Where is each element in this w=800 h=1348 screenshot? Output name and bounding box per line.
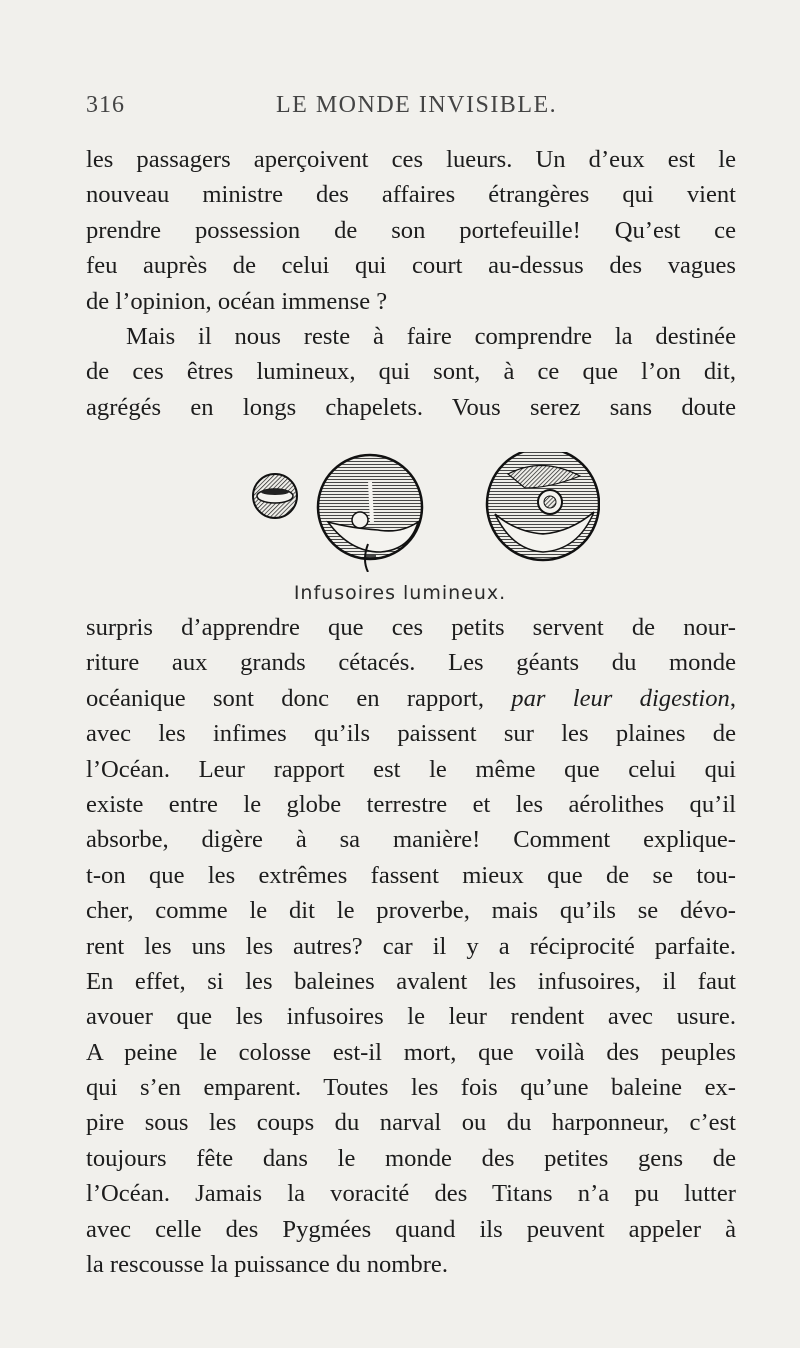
text-segment: , (729, 684, 736, 712)
paragraph-1 (86, 142, 736, 425)
text-line: l’Océan. Leur rapport est le même que celui qui (86, 755, 736, 783)
text-line: prendre possession de son portefeuille! Qu’est ce (86, 216, 736, 244)
text-line: existe entre le globe terrestre et les aérolithes qu’il (86, 790, 736, 818)
running-title: LE MONDE INVISIBLE. (276, 92, 558, 118)
text-line (86, 681, 736, 716)
text-line: la rescousse la puissance du nombre. (86, 1251, 448, 1279)
text-segment: océanique sont donc en rapport, (86, 684, 512, 712)
text-line: agrégés en longs chapelets. Vous serez sans doute (86, 393, 736, 421)
paragraph-2 (86, 610, 736, 1282)
text-line: t-on que les extrêmes fassent mieux que de se tou- (86, 861, 736, 889)
text-line: cher, comme le dit le proverbe, mais qu’ils se dévo- (86, 897, 736, 925)
text-line: toujours fête dans le monde des petites gens de (86, 1144, 736, 1172)
text-line: de l’opinion, océan immense ? (86, 287, 388, 315)
text-line: avouer que les infusoires le leur rendent avec usure. (86, 1003, 736, 1031)
tentacled-infusoria-drawing (318, 455, 422, 572)
text-line: l’Océan. Jamais la voracité des Titans n’a pu lutter (86, 1180, 736, 1208)
text-line: A peine le colosse est-il mort, que voilà des peuples (86, 1038, 736, 1066)
page-number: 316 (86, 92, 125, 118)
text-line: avec les infimes qu’ils paissent sur les plaines de (86, 720, 736, 748)
page-header (86, 92, 736, 128)
text-line: feu auprès de celui qui court au-dessus des vagues (86, 252, 736, 280)
text-line: rent les uns les autres? car il y a réciprocité parfaite. (86, 932, 736, 960)
text-line: nouveau ministre des affaires étrangères qui vient (86, 181, 736, 209)
figure-caption: Infusoires lumineux. (293, 582, 507, 604)
text-line: surpris d’apprendre que ces petits servent de nour- (86, 614, 736, 641)
text-line: absorbe, digère à sa manière! Comment explique- (86, 826, 736, 854)
spherical-infusoria-drawing (487, 452, 599, 560)
text-line: de ces êtres lumineux, qui sont, à ce que l’on dit, (86, 358, 736, 386)
infusoria-illustration (250, 452, 600, 572)
text-line: pire sous les coups du narval ou du harponneur, c’est (86, 1109, 736, 1137)
text-line: les passagers aperçoivent ces lueurs. Un d’eux est le (86, 146, 736, 173)
text-line: qui s’en emparent. Toutes les fois qu’une baleine ex- (86, 1074, 736, 1102)
italic-phrase: par leur digestion (511, 684, 730, 712)
text-line: riture aux grands cétacés. Les géants du monde (86, 649, 736, 677)
text-line: En effet, si les baleines avalent les infusoires, il faut (86, 967, 736, 995)
text-line: Mais il nous reste à faire comprendre la destinée (126, 322, 736, 350)
text-line: avec celle des Pygmées quand ils peuvent appeler à (86, 1215, 736, 1243)
small-infusoria-drawing (253, 474, 297, 518)
